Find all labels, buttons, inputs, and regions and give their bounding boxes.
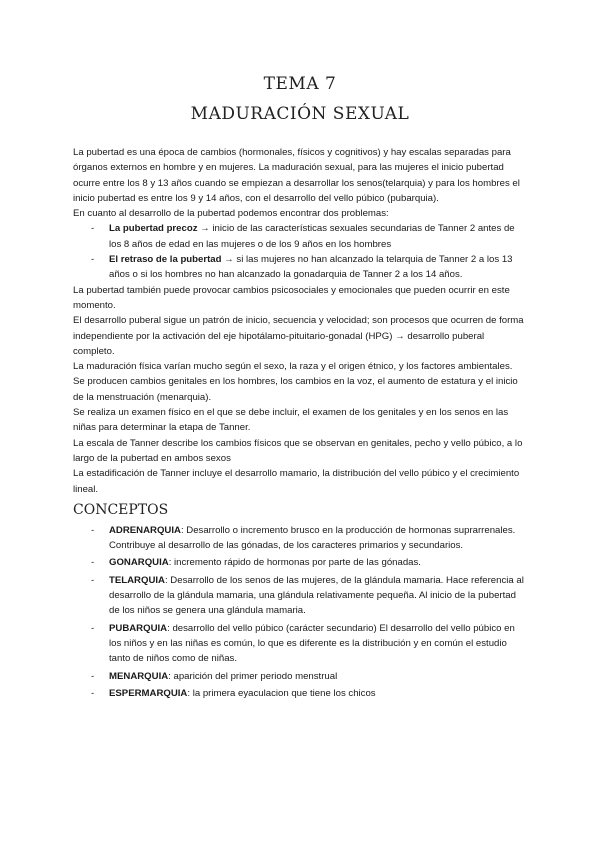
page-title: MADURACIÓN SEXUAL: [190, 104, 410, 124]
list-item: [73, 621, 528, 667]
dash-bullet: -: [91, 622, 95, 634]
concepts-heading: CONCEPTOS: [73, 501, 169, 518]
paragraph: Se realiza un examen físico en el que se debe incluir, el examen de los genitales y en los senos en las niñas para determinar la etapa de Tanner.: [73, 407, 509, 434]
definition: : desarrollo del vello púbico (carácter secundario) El desarrollo del vello púbico en los niños y en las niñas es común, lo que es diferente es la distribución y en común el estudio tanto de niños como de niñas.: [109, 622, 515, 665]
document-body: [73, 145, 528, 703]
problems-intro: En cuanto al desarrollo de la pubertad podemos encontrar dos problemas:: [73, 208, 389, 220]
dash-bullet: -: [91, 670, 95, 682]
paragraph: La escala de Tanner describe los cambios físicos que se observan en genitales, pecho y vello púbico, a lo largo de la pubertad en ambos sexos: [73, 437, 523, 464]
list-item: [73, 252, 528, 283]
concepts-list: [73, 523, 528, 701]
definition: : incremento rápido de hormonas por parte de las gónadas.: [168, 557, 421, 569]
definition: → inicio de las características sexuales secundarias de Tanner 2 antes de los 8 años de edad en las mujeres o de los 9 años en los hombres: [109, 223, 515, 250]
list-item: [73, 221, 528, 252]
term: ESPERMARQUIA: [109, 687, 188, 699]
definition: : Desarrollo o incremento brusco en la producción de hormonas suprarrenales. Contribuye al desarrollo de las gónadas, de los caracteres primarios y secundarios.: [109, 524, 516, 552]
term: MENARQUIA: [109, 670, 169, 682]
list-item: [73, 555, 528, 570]
definition: → si las mujeres no han alcanzado la telarquia de Tanner 2 a los 13 años o si los hombres no han alcanzado la gonadarquia de Tanner 2 a los 14 años.: [109, 254, 513, 281]
list-item: [73, 573, 528, 619]
term: La pubertad precoz: [109, 223, 198, 235]
definition: : Desarrollo de los senos de las mujeres, de la glándula mamaria. Hace referencia al desarrollo de la glándula mamaria, una glándula relativamente pequeña. Al inicio de la pubertad de los niños se genera una glándula mamaria.: [109, 574, 524, 617]
list-item: [73, 669, 528, 684]
dash-bullet: -: [91, 687, 95, 699]
paragraph: La pubertad también puede provocar cambios psicosociales y emocionales que pueden ocurrir en este momento.: [73, 284, 510, 311]
dash-bullet: -: [91, 524, 95, 536]
problems-list: [73, 221, 528, 282]
term: TELARQUIA: [109, 574, 165, 586]
term: ADRENARQUIA: [109, 524, 181, 536]
definition: : la primera eyaculacion que tiene los chicos: [187, 687, 376, 699]
list-item: [73, 686, 528, 701]
paragraph: La maduración física varían mucho según el sexo, la raza y el origen étnico, y los factores ambientales.: [73, 361, 513, 373]
intro-paragraph: La pubertad es una época de cambios (hormonales, físicos y cognitivos) y hay escalas separadas para órganos externos en hombre y en mujeres. La maduración sexual, para las mujeres el inicio pubertad ocurre entre los 8 y 13 años cuando se empiezan a desarrollar los senos(telarquia) y para los hombres el inicio pubertad es entre los 9 y 14 años, con el desarrollo del vello púbico (pubarquia).: [73, 147, 520, 204]
list-item: [73, 523, 528, 554]
topic-number: TEMA 7: [263, 74, 337, 94]
dash-bullet: -: [91, 557, 95, 569]
dash-bullet: -: [91, 254, 95, 266]
term: El retraso de la pubertad: [109, 254, 222, 266]
definition: : aparición del primer periodo menstrual: [168, 670, 338, 682]
dash-bullet: -: [91, 574, 95, 586]
paragraph: El desarrollo puberal sigue un patrón de inicio, secuencia y velocidad; son procesos que ocurren de forma independiente por la activación del eje hipotálamo-pituitario-gonadal (HPG) → desarrollo puberal completo.: [73, 315, 524, 357]
paragraph: Se producen cambios genitales en los hombres, los cambios en la voz, el aumento de estatura y el inicio de la menstruación (menarquia).: [73, 376, 518, 403]
term: PUBARQUIA: [109, 622, 168, 634]
paragraph: La estadificación de Tanner incluye el desarrollo mamario, la distribución del vello púbico y el crecimiento lineal.: [73, 468, 520, 495]
dash-bullet: -: [91, 223, 95, 235]
term: GONARQUIA: [109, 557, 169, 569]
